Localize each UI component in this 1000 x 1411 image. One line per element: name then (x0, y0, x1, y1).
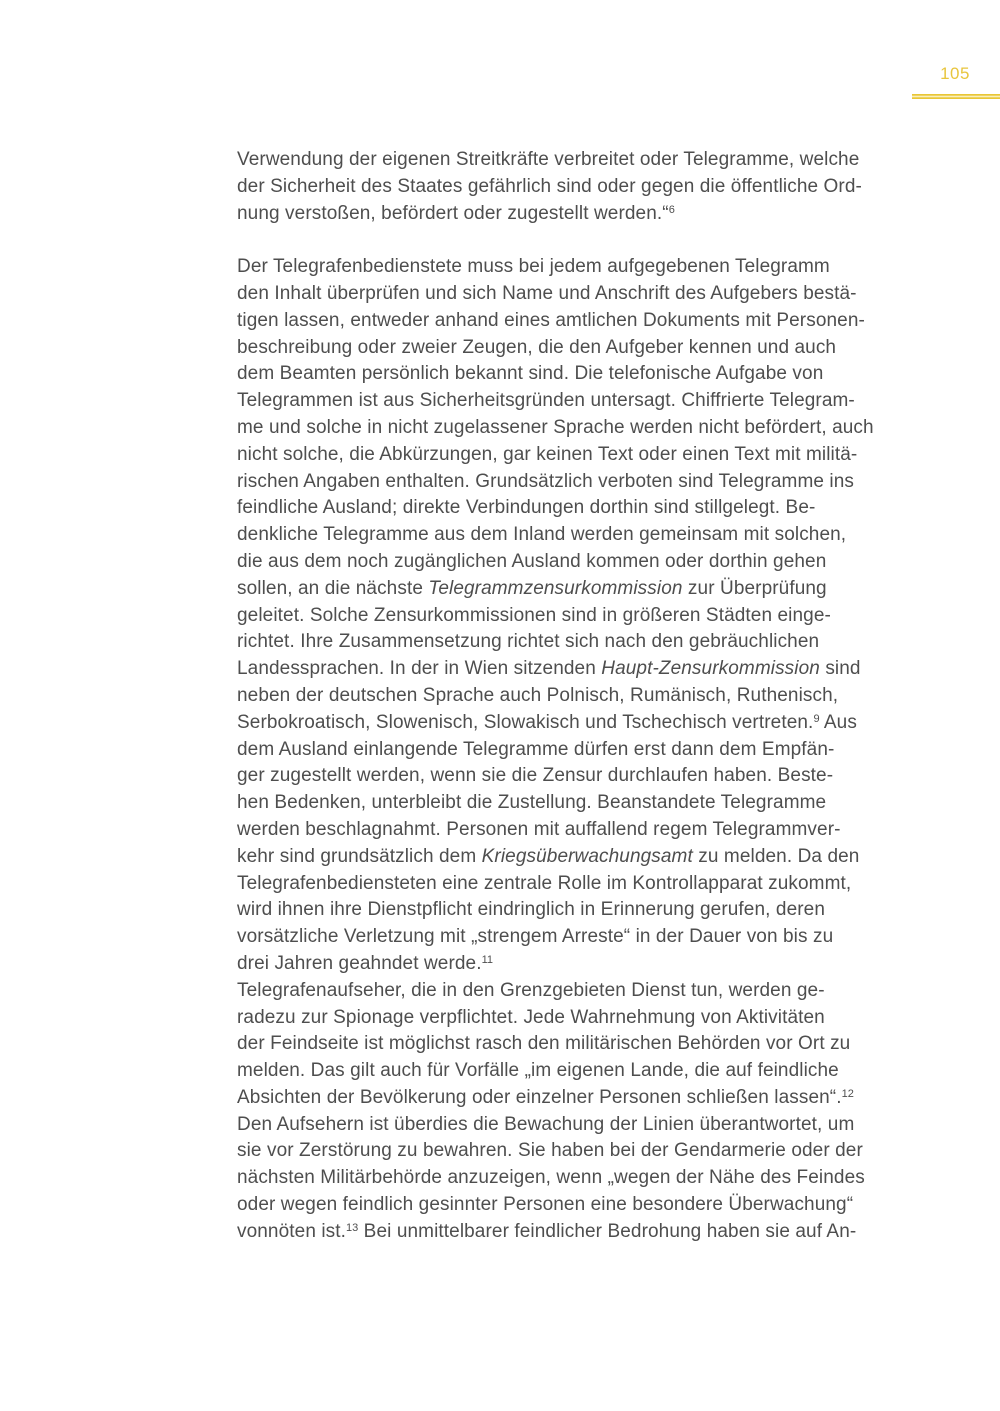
text-line: sollen, an die nächste Telegrammzensurkommission zur Überprüfung (237, 577, 827, 599)
text-line: ger zugestellt werden, wenn sie die Zensur durchlaufen haben. Beste- (237, 765, 834, 787)
text-line: melden. Das gilt auch für Vorfälle „im eigenen Lande, die auf feindliche (237, 1060, 839, 1082)
text-line: tigen lassen, entweder anhand eines amtlichen Dokuments mit Personen- (237, 309, 865, 331)
footnote-marker: 13 (346, 1221, 359, 1234)
text-line: nächsten Militärbehörde anzuzeigen, wenn „wegen der Nähe des Feindes (237, 1167, 865, 1189)
text-line: dem Ausland einlangende Telegramme dürfen erst dann dem Empfän- (237, 738, 835, 760)
text-line: geleitet. Solche Zensurkommissionen sind in größeren Städten einge- (237, 604, 831, 626)
footnote-marker: 9 (813, 712, 820, 725)
text-line: beschreibung oder zweier Zeugen, die den Aufgeber kennen und auch (237, 336, 837, 358)
text-line: der Feindseite ist möglichst rasch den militärischen Behörden vor Ort zu (237, 1033, 851, 1055)
text-line: neben der deutschen Sprache auch Polnisch, Rumänisch, Ruthenisch, (237, 684, 839, 706)
text-line: wird ihnen ihre Dienstpflicht eindringlich in Erinnerung gerufen, deren (237, 899, 825, 921)
text-line: radezu zur Spionage verpflichtet. Jede Wahrnehmung von Aktivitäten (237, 1006, 825, 1028)
text-line: werden beschlagnahmt. Personen mit auffallend regem Telegrammver- (237, 818, 841, 840)
text-line: Den Aufsehern ist überdies die Bewachung der Linien überantwortet, um (237, 1113, 855, 1135)
text-line: feindliche Ausland; direkte Verbindungen dorthin sind stillgelegt. Be- (237, 497, 816, 519)
page-number: 105 (940, 64, 970, 83)
text-line: vonnöten ist.$^{13}$ Bei unmittelbarer feindlicher Bedrohung haben sie auf An- (237, 1220, 857, 1242)
text-line: der Sicherheit des Staates gefährlich sind oder gegen die öffentliche Ord- (237, 175, 862, 197)
text-line: Der Telegrafenbedienstete muss bei jedem aufgegebenen Telegramm (237, 256, 830, 278)
text-line: dem Beamten persönlich bekannt sind. Die telefonische Aufgabe von (237, 363, 824, 385)
text-line: Telegrafenbediensteten eine zentrale Rolle im Kontrollapparat zukommt, (237, 872, 852, 894)
text-line: nung verstoßen, befördert oder zugestellt werden.“$^6$ (237, 202, 675, 224)
footnote-marker: 6 (668, 203, 675, 216)
text-line: Absichten der Bevölkerung oder einzelner Personen schließen lassen“.$^{12}$ (237, 1086, 854, 1108)
text-line: Serbokroatisch, Slowenisch, Slowakisch und Tschechisch vertreten.$^9$ Aus (237, 711, 857, 733)
body-text (237, 147, 937, 1246)
text-line: hen Bedenken, unterbleibt die Zustellung. Beanstandete Telegramme (237, 792, 827, 814)
footnote-marker: 12 (841, 1087, 854, 1100)
text-line: Verwendung der eigenen Streitkräfte verbreitet oder Telegramme, welche (237, 149, 860, 170)
paragraph (237, 978, 937, 1246)
paragraph (237, 254, 937, 978)
footnote-marker: 11 (481, 953, 494, 966)
text-line: me und solche in nicht zugelassener Sprache werden nicht befördert, auch (237, 416, 874, 438)
text-line: denkliche Telegramme aus dem Inland werden gemeinsam mit solchen, (237, 524, 847, 546)
text-line: Telegrafenaufseher, die in den Grenzgebieten Dienst tun, werden ge- (237, 979, 825, 1001)
text-line: Telegrammen ist aus Sicherheitsgründen untersagt. Chiffrierte Telegram- (237, 390, 855, 412)
paragraph (237, 147, 937, 227)
text-line: kehr sind grundsätzlich dem Kriegsüberwachungsamt zu melden. Da den (237, 845, 860, 867)
text-line: richtet. Ihre Zusammensetzung richtet sich nach den gebräuchlichen (237, 631, 820, 653)
text-line: rischen Angaben enthalten. Grundsätzlich verboten sind Telegramme ins (237, 470, 855, 492)
header-rule (912, 94, 1000, 99)
text-line: vorsätzliche Verletzung mit „strengem Arreste“ in der Dauer von bis zu (237, 926, 834, 948)
text-line: nicht solche, die Abkürzungen, gar keinen Text oder einen Text mit militä- (237, 443, 858, 465)
text-line: sie vor Zerstörung zu bewahren. Sie haben bei der Gendarmerie oder der (237, 1140, 863, 1162)
text-line: drei Jahren geahndet werde.$^{11}$ (237, 952, 494, 974)
text-line: den Inhalt überprüfen und sich Name und Anschrift des Aufgebers bestä- (237, 282, 857, 304)
text-line: Landessprachen. In der in Wien sitzenden Haupt-Zensurkommission sind (237, 658, 861, 680)
text-line: oder wegen feindlich gesinnter Personen eine besondere Überwachung“ (237, 1194, 854, 1216)
text-line: die aus dem noch zugänglichen Ausland kommen oder dorthin gehen (237, 550, 827, 572)
